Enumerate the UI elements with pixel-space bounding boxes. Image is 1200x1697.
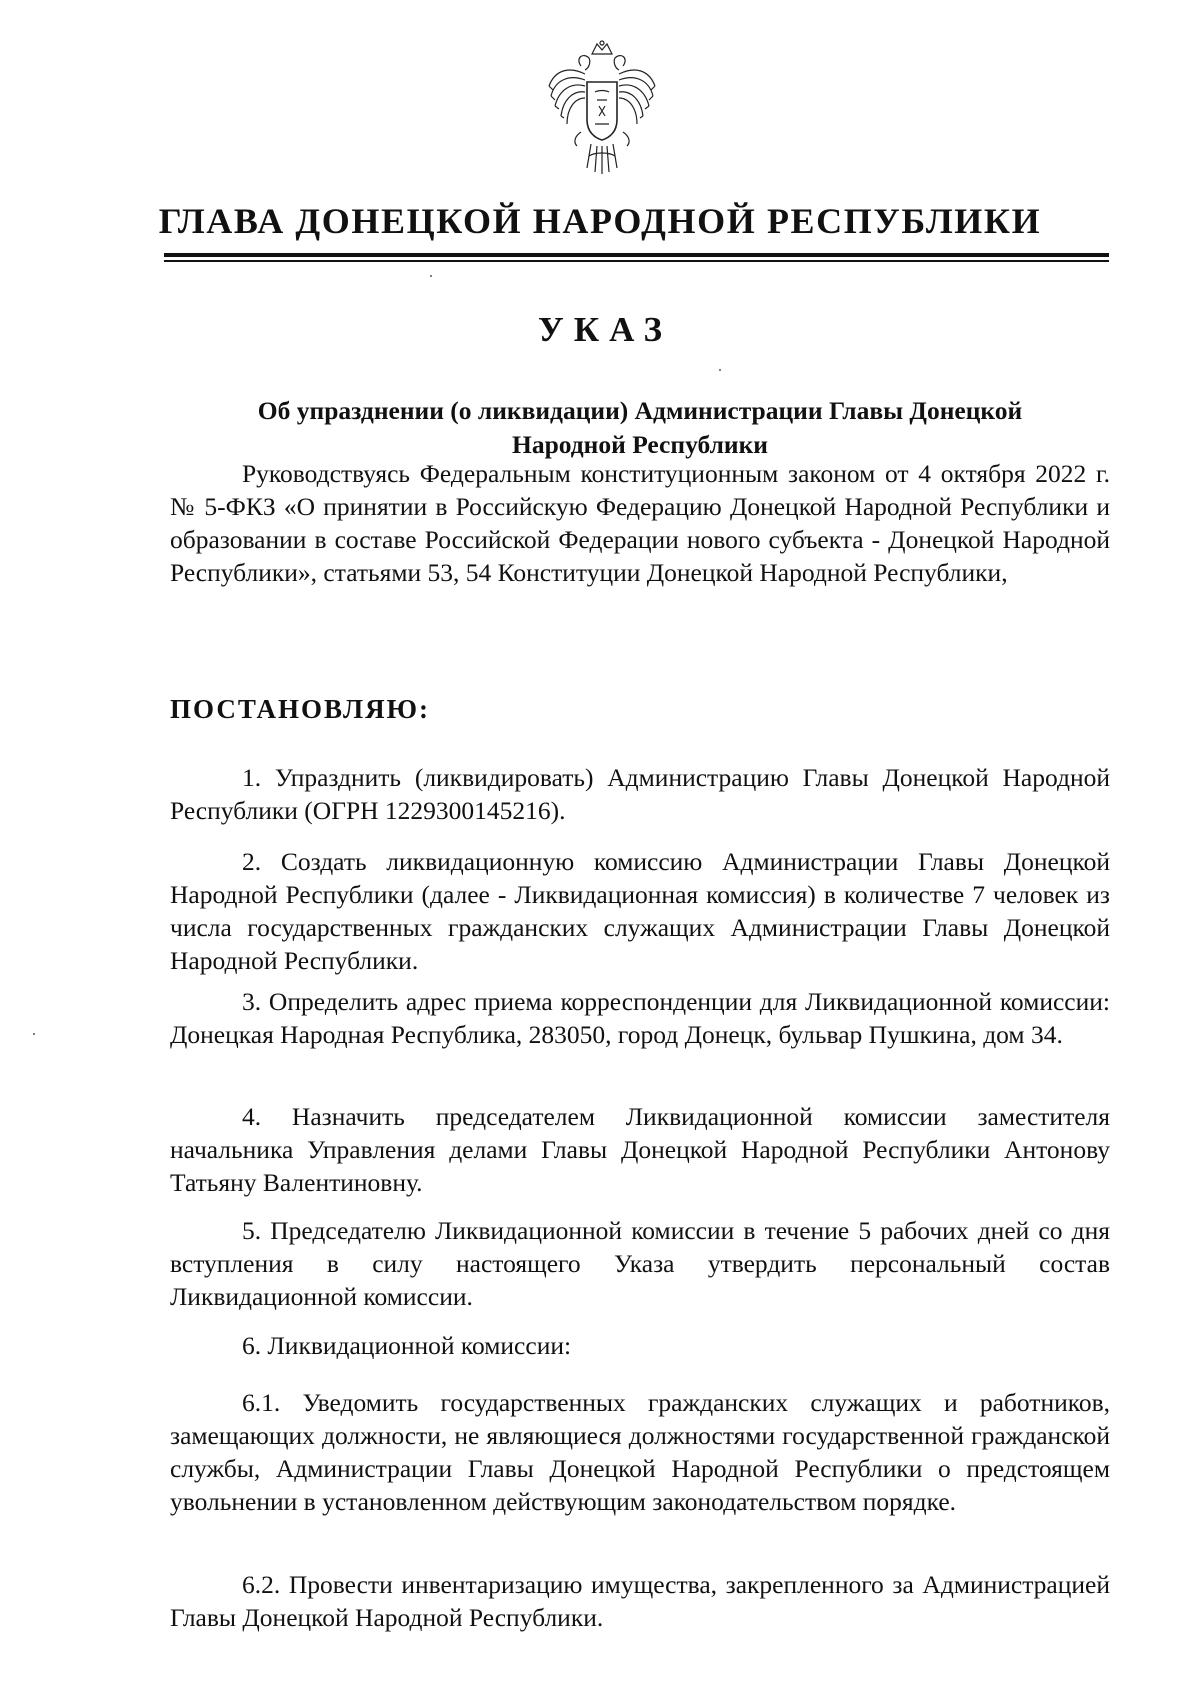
coat-of-arms-icon (545, 40, 659, 180)
item-3: 3. Определить адрес приема корреспонденции для Ликвидационной комиссии: Донецкая Народная Республика, 283050, город Донецк, бульвар Пушкина, дом 34. (170, 987, 1110, 1049)
item-6: 6. Ликвидационной комиссии: (242, 1331, 572, 1360)
item-2: 2. Создать ликвидационную комиссию Администрации Главы Донецкой Народной Республики (далее - Ликвидационная комиссия) в количестве 7 человек из числа государственных гражданских служащих Администрации Главы Донецкой Народной Республики. (170, 847, 1110, 975)
item-4: 4. Назначить председателем Ликвидационной комиссии заместителя начальника Управления делами Главы Донецкой Народной Республики Антонову Татьяну Валентиновну. (170, 1102, 1110, 1197)
header-divider-thin (164, 260, 1109, 262)
item-6-1: 6.1. Уведомить государственных гражданских служащих и работников, замещающих должности, не являющиеся должностями государственной гражданской службы, Администрации Главы Донецкой Народной Республики о предстоящем увольнении в установленном действующим законодательством порядке. (170, 1388, 1110, 1516)
item-1: 1. Упразднить (ликвидировать) Администрацию Главы Донецкой Народной Республики (ОГРН 1229300145216). (170, 763, 1110, 825)
preamble-paragraph: Руководствуясь Федеральным конституционным законом от 4 октября 2022 г. № 5-ФКЗ «О принятии в Российскую Федерацию Донецкой Народной Республики и образовании в составе Российской Федерации нового субъекта - Донецкой Народной Республики», статьями 53, 54 Конституции Донецкой Народной Республики, (170, 459, 1110, 587)
document-type: УКАЗ (538, 310, 672, 349)
scan-speck (33, 1033, 35, 1035)
document-subject: Об упразднении (о ликвидации) Администрации Главы Донецкой Народной Республики (257, 396, 1023, 459)
ordain-heading: ПОСТАНОВЛЯЮ: (170, 694, 430, 724)
item-5: 5. Председателю Ликвидационной комиссии в течение 5 рабочих дней со дня вступления в силу настоящего Указа утвердить персональный состав Ликвидационной комиссии. (170, 1216, 1110, 1311)
issuing-authority-title: ГЛАВА ДОНЕЦКОЙ НАРОДНОЙ РЕСПУБЛИКИ (158, 201, 1042, 241)
scan-speck (430, 275, 432, 277)
header-divider-thick (164, 253, 1109, 257)
item-6-2: 6.2. Провести инвентаризацию имущества, закрепленного за Администрацией Главы Донецкой Народной Республики. (170, 1570, 1110, 1632)
scan-speck (719, 369, 721, 371)
